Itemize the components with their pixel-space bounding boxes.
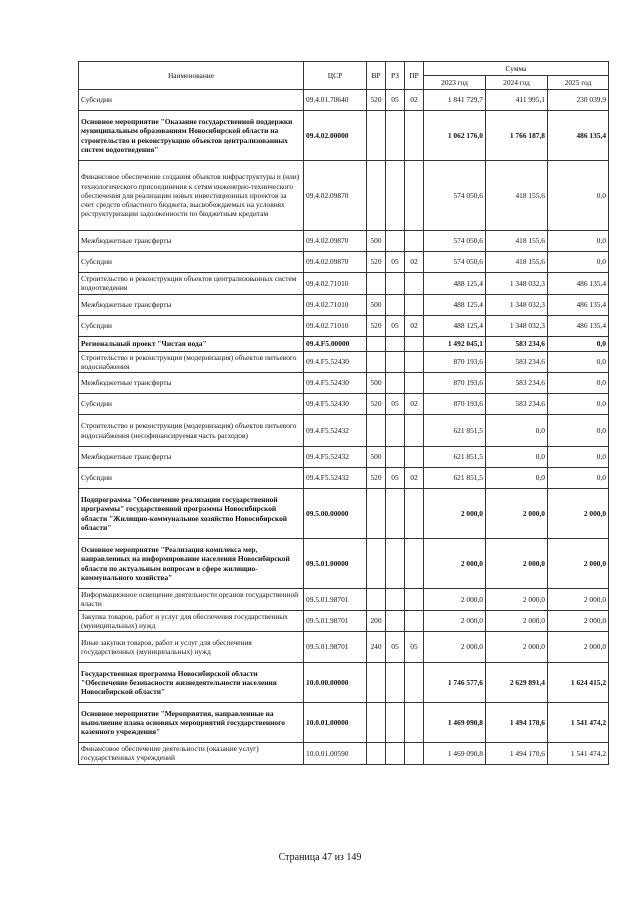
row-csr: 10.0.01.00590 xyxy=(304,743,367,765)
row-rz xyxy=(386,373,405,394)
row-name: Субсидии xyxy=(79,90,304,111)
row-sum-2025: 0,0 xyxy=(548,351,609,373)
table-row xyxy=(79,294,609,315)
row-sum-2024: 1 494 170,6 xyxy=(486,743,548,765)
table-row xyxy=(79,632,609,663)
row-vr: 500 xyxy=(367,447,386,468)
row-sum-2025: 0,0 xyxy=(548,415,609,447)
row-sum-2023: 621 851,5 xyxy=(424,447,486,468)
row-sum-2025: 0,0 xyxy=(548,231,609,252)
row-vr: 240 xyxy=(367,632,386,663)
row-rz xyxy=(386,589,405,611)
row-sum-2025: 2 000,0 xyxy=(548,610,609,632)
row-csr: 09.4.F5.52432 xyxy=(304,447,367,468)
row-sum-2023: 2 000,0 xyxy=(424,632,486,663)
row-rz: 05 xyxy=(386,394,405,415)
header-year-2023: 2023 год xyxy=(424,76,486,90)
row-csr: 09.5.00.00000 xyxy=(304,489,367,539)
row-name: Основное мероприятие "Мероприятия, направленные на выполнение плана основных мероприятий государственного казенного учреждения" xyxy=(79,703,304,743)
row-sum-2023: 2 000,0 xyxy=(424,489,486,539)
row-sum-2023: 621 851,5 xyxy=(424,468,486,489)
row-rz xyxy=(386,743,405,765)
row-csr: 09.4.01.70640 xyxy=(304,90,367,111)
table-row xyxy=(79,589,609,611)
row-sum-2024: 2 000,0 xyxy=(486,632,548,663)
row-pr xyxy=(405,231,424,252)
row-sum-2025: 2 000,0 xyxy=(548,589,609,611)
row-sum-2023: 574 050,6 xyxy=(424,252,486,273)
row-rz xyxy=(386,663,405,703)
row-sum-2025: 1 624 415,2 xyxy=(548,663,609,703)
table-row xyxy=(79,663,609,703)
table-row xyxy=(79,703,609,743)
row-csr: 09.4.02.09870 xyxy=(304,252,367,273)
row-pr xyxy=(405,273,424,295)
row-rz xyxy=(386,610,405,632)
row-sum-2024: 2 000,0 xyxy=(486,610,548,632)
table-row xyxy=(79,415,609,447)
table-row xyxy=(79,273,609,295)
row-vr: 200 xyxy=(367,610,386,632)
row-csr: 09.4.F5.52430 xyxy=(304,351,367,373)
row-sum-2024: 2 629 891,4 xyxy=(486,663,548,703)
header-vr: ВР xyxy=(367,62,386,90)
row-csr: 09.4.F5.52430 xyxy=(304,394,367,415)
row-pr xyxy=(405,703,424,743)
row-pr: 02 xyxy=(405,468,424,489)
table-row xyxy=(79,252,609,273)
table-row xyxy=(79,447,609,468)
row-pr: 02 xyxy=(405,315,424,336)
row-name: Основное мероприятие "Реализация комплекса мер, направленных на информирование населения Новосибирской области по актуальным вопросам в сфере жилищно-коммунального хозяйства" xyxy=(79,539,304,589)
table-row xyxy=(79,539,609,589)
row-sum-2023: 488 125,4 xyxy=(424,294,486,315)
row-sum-2024: 583 234,6 xyxy=(486,373,548,394)
row-sum-2024: 583 234,6 xyxy=(486,336,548,351)
row-pr xyxy=(405,539,424,589)
row-csr: 09.4.F5.52432 xyxy=(304,415,367,447)
row-sum-2024: 0,0 xyxy=(486,447,548,468)
row-sum-2024: 418 155,6 xyxy=(486,252,548,273)
row-rz: 05 xyxy=(386,90,405,111)
row-name: Иные закупки товаров, работ и услуг для обеспечения государственных (муниципальных) нужд xyxy=(79,632,304,663)
row-vr xyxy=(367,663,386,703)
row-name: Финансовое обеспечение деятельности (оказание услуг) государственных учреждений xyxy=(79,743,304,765)
row-sum-2023: 574 050,6 xyxy=(424,231,486,252)
row-name: Строительство и реконструкция объектов централизованных систем водоотведения xyxy=(79,273,304,295)
row-name: Субсидии xyxy=(79,468,304,489)
row-sum-2023: 1 469 090,8 xyxy=(424,703,486,743)
row-csr: 09.4.F5.52432 xyxy=(304,468,367,489)
header-sum: Сумма xyxy=(424,62,609,76)
row-sum-2025: 230 039,9 xyxy=(548,90,609,111)
row-csr: 09.4.02.09870 xyxy=(304,161,367,231)
table-row xyxy=(79,231,609,252)
row-name: Финансовое обеспечение создания объектов инфраструктуры и (или) технологического присоединения к сетям инженерно-технического обеспечения для реализации новых инвестиционных проектов за счет средств областного бюджета, высвобождаемых на условиях реструктуризации задолженности по бюджетным кредитам xyxy=(79,161,304,231)
row-csr: 09.4.F5.00000 xyxy=(304,336,367,351)
row-vr: 500 xyxy=(367,231,386,252)
row-pr: 02 xyxy=(405,252,424,273)
row-pr xyxy=(405,111,424,161)
header-pr: ПР xyxy=(405,62,424,90)
row-vr xyxy=(367,703,386,743)
row-sum-2025: 0,0 xyxy=(548,336,609,351)
row-sum-2025: 0,0 xyxy=(548,161,609,231)
row-sum-2025: 0,0 xyxy=(548,394,609,415)
row-csr: 09.5.01.00000 xyxy=(304,539,367,589)
row-sum-2025: 486 135,4 xyxy=(548,315,609,336)
row-pr: 02 xyxy=(405,90,424,111)
row-csr: 09.5.01.98701 xyxy=(304,632,367,663)
row-rz: 05 xyxy=(386,468,405,489)
row-name: Подпрограмма "Обеспечение реализации государственной программы" государственной программы Новосибирской области "Жилищно-коммунальное хозяйство Новосибирской области" xyxy=(79,489,304,539)
row-vr: 520 xyxy=(367,468,386,489)
table-row xyxy=(79,743,609,765)
row-sum-2023: 2 000,0 xyxy=(424,589,486,611)
row-sum-2023: 1 746 577,6 xyxy=(424,663,486,703)
row-sum-2024: 2 000,0 xyxy=(486,489,548,539)
page-number: Страница 47 из 149 xyxy=(278,852,362,863)
table-row xyxy=(79,90,609,111)
row-sum-2023: 1 841 729,7 xyxy=(424,90,486,111)
row-sum-2024: 583 234,6 xyxy=(486,351,548,373)
row-name: Межбюджетные трансферты xyxy=(79,447,304,468)
row-pr xyxy=(405,489,424,539)
row-pr xyxy=(405,447,424,468)
row-sum-2023: 574 050,6 xyxy=(424,161,486,231)
row-name: Строительство и реконструкция (модернизация) объектов питьевого водоснабжения (несофинансируемая часть расходов) xyxy=(79,415,304,447)
row-sum-2025: 486 135,4 xyxy=(548,294,609,315)
row-sum-2025: 1 541 474,2 xyxy=(548,743,609,765)
header-name: Наименование xyxy=(79,62,304,90)
row-name: Закупка товаров, работ и услуг для обеспечения государственных (муниципальных) нужд xyxy=(79,610,304,632)
row-name: Региональный проект "Чистая вода" xyxy=(79,336,304,351)
row-name: Информационное освещение деятельности органов государственной власти xyxy=(79,589,304,611)
row-name: Основное мероприятие "Оказание государственной поддержки муниципальным образованиям Новосибирской области на строительство и реконструкцию объектов централизованных систем водоотведения" xyxy=(79,111,304,161)
row-pr xyxy=(405,610,424,632)
row-vr xyxy=(367,273,386,295)
row-name: Строительство и реконструкция (модернизация) объектов питьевого водоснабжения xyxy=(79,351,304,373)
row-sum-2025: 0,0 xyxy=(548,373,609,394)
row-csr: 09.5.01.98701 xyxy=(304,610,367,632)
row-sum-2025: 2 000,0 xyxy=(548,489,609,539)
row-pr: 02 xyxy=(405,394,424,415)
row-rz xyxy=(386,703,405,743)
table-body xyxy=(79,90,609,765)
row-vr xyxy=(367,161,386,231)
row-sum-2023: 870 193,6 xyxy=(424,394,486,415)
row-sum-2023: 2 000,0 xyxy=(424,610,486,632)
row-sum-2025: 2 000,0 xyxy=(548,632,609,663)
row-pr xyxy=(405,373,424,394)
row-vr xyxy=(367,539,386,589)
row-sum-2025: 2 000,0 xyxy=(548,539,609,589)
row-pr xyxy=(405,743,424,765)
header-year-2025: 2025 год xyxy=(548,76,609,90)
row-pr xyxy=(405,294,424,315)
table-row xyxy=(79,468,609,489)
row-sum-2024: 1 348 032,3 xyxy=(486,315,548,336)
row-sum-2025: 0,0 xyxy=(548,252,609,273)
row-sum-2025: 1 541 474,2 xyxy=(548,703,609,743)
row-vr xyxy=(367,111,386,161)
row-vr xyxy=(367,336,386,351)
row-vr: 500 xyxy=(367,373,386,394)
row-sum-2024: 0,0 xyxy=(486,468,548,489)
row-rz xyxy=(386,539,405,589)
row-sum-2023: 488 125,4 xyxy=(424,315,486,336)
row-vr: 520 xyxy=(367,90,386,111)
row-rz: 05 xyxy=(386,315,405,336)
header-rz: РЗ xyxy=(386,62,405,90)
row-vr xyxy=(367,589,386,611)
row-sum-2025: 0,0 xyxy=(548,468,609,489)
row-name: Межбюджетные трансферты xyxy=(79,373,304,394)
row-vr: 520 xyxy=(367,252,386,273)
row-pr xyxy=(405,589,424,611)
row-sum-2023: 488 125,4 xyxy=(424,273,486,295)
row-sum-2025: 486 135,4 xyxy=(548,111,609,161)
row-sum-2025: 0,0 xyxy=(548,447,609,468)
row-name: Государственная программа Новосибирской области "Обеспечение безопасности жизнедеятельности населения Новосибирской области" xyxy=(79,663,304,703)
table-row xyxy=(79,351,609,373)
row-name: Межбюджетные трансферты xyxy=(79,294,304,315)
row-sum-2024: 418 155,6 xyxy=(486,161,548,231)
row-sum-2024: 2 000,0 xyxy=(486,589,548,611)
row-name: Межбюджетные трансферты xyxy=(79,231,304,252)
row-pr xyxy=(405,161,424,231)
header-csr: ЦСР xyxy=(304,62,367,90)
table-row xyxy=(79,373,609,394)
row-csr: 09.4.02.09870 xyxy=(304,231,367,252)
row-sum-2023: 1 062 176,0 xyxy=(424,111,486,161)
row-rz: 05 xyxy=(386,632,405,663)
row-vr: 520 xyxy=(367,394,386,415)
row-sum-2023: 870 193,6 xyxy=(424,351,486,373)
row-rz xyxy=(386,351,405,373)
row-sum-2023: 2 000,0 xyxy=(424,539,486,589)
row-name: Субсидии xyxy=(79,394,304,415)
budget-table xyxy=(78,61,609,765)
row-rz: 05 xyxy=(386,252,405,273)
row-rz xyxy=(386,294,405,315)
row-sum-2023: 1 492 045,1 xyxy=(424,336,486,351)
row-csr: 10.0.00.00000 xyxy=(304,663,367,703)
row-sum-2023: 621 851,5 xyxy=(424,415,486,447)
row-csr: 09.4.F5.52430 xyxy=(304,373,367,394)
row-name: Субсидии xyxy=(79,252,304,273)
row-pr xyxy=(405,336,424,351)
row-sum-2023: 1 469 090,8 xyxy=(424,743,486,765)
row-sum-2024: 1 348 032,3 xyxy=(486,273,548,295)
row-rz xyxy=(386,231,405,252)
row-name: Субсидии xyxy=(79,315,304,336)
row-rz xyxy=(386,273,405,295)
row-rz xyxy=(386,161,405,231)
row-vr: 500 xyxy=(367,294,386,315)
row-rz xyxy=(386,489,405,539)
row-rz xyxy=(386,111,405,161)
row-sum-2025: 486 135,4 xyxy=(548,273,609,295)
row-csr: 10.0.01.00000 xyxy=(304,703,367,743)
row-sum-2024: 1 494 170,6 xyxy=(486,703,548,743)
row-sum-2024: 1 766 187,8 xyxy=(486,111,548,161)
row-sum-2024: 583 234,6 xyxy=(486,394,548,415)
row-vr xyxy=(367,415,386,447)
row-rz xyxy=(386,415,405,447)
table-row xyxy=(79,315,609,336)
row-rz xyxy=(386,447,405,468)
table-row xyxy=(79,111,609,161)
row-vr xyxy=(367,743,386,765)
row-pr xyxy=(405,663,424,703)
row-sum-2024: 1 348 032,3 xyxy=(486,294,548,315)
row-vr xyxy=(367,489,386,539)
row-sum-2024: 2 000,0 xyxy=(486,539,548,589)
row-sum-2024: 418 155,6 xyxy=(486,231,548,252)
row-sum-2024: 0,0 xyxy=(486,415,548,447)
row-csr: 09.4.02.00000 xyxy=(304,111,367,161)
row-rz xyxy=(386,336,405,351)
row-vr: 520 xyxy=(367,315,386,336)
row-csr: 09.5.01.98701 xyxy=(304,589,367,611)
row-pr xyxy=(405,351,424,373)
row-vr xyxy=(367,351,386,373)
row-csr: 09.4.02.71010 xyxy=(304,294,367,315)
row-csr: 09.4.02.71010 xyxy=(304,273,367,295)
table-row xyxy=(79,489,609,539)
table-row xyxy=(79,336,609,351)
row-sum-2024: 411 995,1 xyxy=(486,90,548,111)
table-row xyxy=(79,394,609,415)
table-row xyxy=(79,610,609,632)
header-year-2024: 2024 год xyxy=(486,76,548,90)
table-row xyxy=(79,161,609,231)
row-sum-2023: 870 193,6 xyxy=(424,373,486,394)
row-csr: 09.4.02.71010 xyxy=(304,315,367,336)
row-pr: 05 xyxy=(405,632,424,663)
row-pr xyxy=(405,415,424,447)
